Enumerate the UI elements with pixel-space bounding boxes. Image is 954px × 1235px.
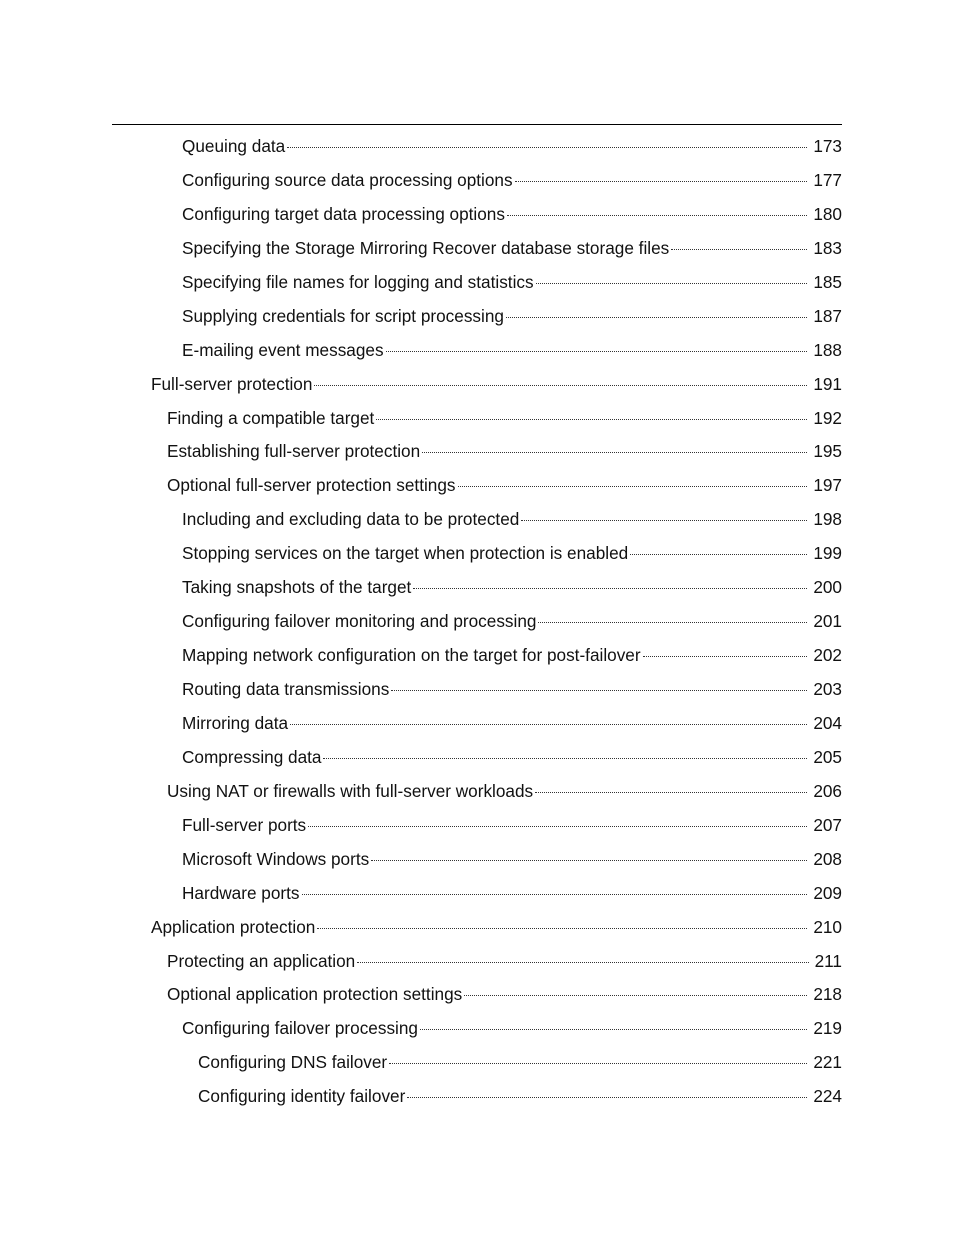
toc-entry[interactable] xyxy=(0,1011,842,1045)
header-rule xyxy=(112,124,842,125)
dot-leader xyxy=(521,520,807,521)
toc-entry-title: Hardware ports xyxy=(182,882,300,903)
toc-entry-title: Mapping network configuration on the target for post-failover xyxy=(182,645,641,666)
dot-leader xyxy=(422,452,807,453)
dot-leader xyxy=(536,283,808,284)
toc-entry[interactable] xyxy=(0,977,842,1011)
toc-entry-title: Configuring failover monitoring and processing xyxy=(182,611,537,632)
toc-entry-title: Full-server protection xyxy=(151,373,313,394)
toc-entry-page: 192 xyxy=(813,407,842,428)
toc-entry-title: Taking snapshots of the target xyxy=(182,577,412,598)
toc-entry-title: Including and excluding data to be protected xyxy=(182,509,520,530)
toc-entry-page: 210 xyxy=(813,916,842,937)
dot-leader xyxy=(376,419,807,420)
toc-entry[interactable] xyxy=(0,774,842,808)
toc-entry-title: Finding a compatible target xyxy=(167,407,375,428)
dot-leader xyxy=(302,894,808,895)
toc-entry-title: Routing data transmissions xyxy=(182,679,390,699)
toc-entry[interactable] xyxy=(0,401,842,435)
toc-entry-page: 224 xyxy=(813,1086,842,1107)
toc-entry-page: 195 xyxy=(813,441,842,462)
dot-leader xyxy=(538,622,807,623)
toc-entry-page: 177 xyxy=(813,169,842,190)
toc-entry[interactable] xyxy=(0,434,842,468)
toc-entry-page: 209 xyxy=(813,882,842,903)
toc-entry-page: 219 xyxy=(813,1018,842,1039)
toc-entry-page: 188 xyxy=(813,339,842,360)
toc-entry-title: Using NAT or firewalls with full-server workloads xyxy=(167,780,534,801)
toc-entry[interactable] xyxy=(0,842,842,876)
dot-leader xyxy=(630,554,807,555)
toc-entry-page: 201 xyxy=(813,611,842,632)
toc-entry-page: 205 xyxy=(813,746,842,767)
toc-entry[interactable] xyxy=(0,672,842,706)
toc-entry-title: Configuring DNS failover xyxy=(198,1052,388,1073)
dot-leader xyxy=(671,249,807,250)
toc-entry[interactable] xyxy=(0,944,842,978)
dot-leader xyxy=(464,995,807,996)
toc-entry[interactable] xyxy=(0,502,842,536)
toc-entry[interactable] xyxy=(0,570,842,604)
toc-entry-page: 221 xyxy=(813,1052,842,1073)
toc-entry[interactable] xyxy=(0,638,842,672)
toc-entry-title: Establishing full-server protection xyxy=(167,441,421,462)
toc-entry-title: Specifying the Storage Mirroring Recover database storage files xyxy=(182,237,670,258)
dot-leader xyxy=(391,690,807,691)
dot-leader xyxy=(420,1029,807,1030)
toc-entry-page: 206 xyxy=(813,780,842,801)
toc-entry-page: 183 xyxy=(813,237,842,258)
toc-entry-page: 191 xyxy=(813,373,842,394)
toc-entry[interactable] xyxy=(0,876,842,910)
toc-entry-title: Configuring identity failover xyxy=(198,1086,406,1107)
toc-entry[interactable] xyxy=(0,367,842,401)
toc-entry[interactable] xyxy=(0,333,842,367)
toc-entry-title: Compressing data xyxy=(182,746,322,767)
dot-leader xyxy=(643,656,808,657)
dot-leader xyxy=(515,181,808,182)
toc-entry-page: 185 xyxy=(813,271,842,292)
toc-entry-page: 187 xyxy=(813,305,842,326)
dot-leader xyxy=(357,962,808,963)
toc-entry-title: Configuring source data processing options xyxy=(182,169,513,190)
dot-leader xyxy=(386,351,808,352)
dot-leader xyxy=(323,758,807,759)
toc-entry[interactable] xyxy=(0,1079,842,1113)
dot-leader xyxy=(317,928,807,929)
toc-entry-title: Configuring target data processing options xyxy=(182,203,505,224)
dot-leader xyxy=(535,792,807,793)
dot-leader xyxy=(314,385,807,386)
toc-entry-title: Protecting an application xyxy=(167,950,356,971)
toc-entry[interactable] xyxy=(0,129,842,163)
toc-entry[interactable] xyxy=(0,265,842,299)
toc-entry[interactable] xyxy=(0,808,842,842)
toc-entry-title: Mirroring data xyxy=(182,712,289,733)
toc-entry[interactable] xyxy=(0,1045,842,1079)
toc-entry-page: 204 xyxy=(813,712,842,733)
toc-entry-title: Optional application protection settings xyxy=(167,984,463,1005)
toc-entry[interactable] xyxy=(0,163,842,197)
toc-entry-page: 211 xyxy=(814,950,842,971)
dot-leader xyxy=(308,826,807,827)
toc-entry-title: Optional full-server protection settings xyxy=(167,475,456,496)
toc-entry-title: Stopping services on the target when protection is enabled xyxy=(182,543,629,564)
toc-entry-page: 202 xyxy=(813,645,842,666)
dot-leader xyxy=(371,860,807,861)
toc-entry-page: 200 xyxy=(813,577,842,598)
toc-entry-page: 180 xyxy=(813,203,842,224)
toc-entry[interactable] xyxy=(0,706,842,740)
toc-entry-page: 173 xyxy=(813,136,842,156)
toc-entry-page: 218 xyxy=(813,984,842,1005)
dot-leader xyxy=(507,215,807,216)
toc-entry[interactable] xyxy=(0,604,842,638)
dot-leader xyxy=(389,1063,807,1064)
dot-leader xyxy=(407,1097,807,1098)
toc-entry-title: Full-server ports xyxy=(182,814,307,835)
toc-entry[interactable] xyxy=(0,468,842,502)
toc-entry-title: Queuing data xyxy=(182,136,286,156)
toc-entry[interactable] xyxy=(0,197,842,231)
toc-entry[interactable] xyxy=(0,231,842,265)
toc-entry-title: Specifying file names for logging and statistics xyxy=(182,271,534,292)
toc-entry[interactable] xyxy=(0,299,842,333)
toc-entry-page: 203 xyxy=(813,679,842,699)
toc-entry-page: 198 xyxy=(813,509,842,530)
toc-entry-title: Microsoft Windows ports xyxy=(182,848,370,869)
toc-entry-page: 207 xyxy=(813,814,842,835)
dot-leader xyxy=(290,724,807,725)
toc-entry[interactable] xyxy=(0,740,842,774)
toc-entry-page: 208 xyxy=(813,848,842,869)
toc-entry-title: Application protection xyxy=(151,916,316,937)
dot-leader xyxy=(506,317,807,318)
dot-leader xyxy=(413,588,807,589)
table-of-contents xyxy=(0,129,954,1113)
toc-entry-page: 197 xyxy=(813,475,842,496)
toc-entry-title: Configuring failover processing xyxy=(182,1018,418,1039)
toc-entry[interactable] xyxy=(0,536,842,570)
toc-entry[interactable] xyxy=(0,910,842,944)
dot-leader xyxy=(458,486,808,487)
dot-leader xyxy=(287,147,807,148)
toc-entry-title: E-mailing event messages xyxy=(182,339,384,360)
toc-entry-page: 199 xyxy=(813,543,842,564)
toc-entry-title: Supplying credentials for script processing xyxy=(182,305,504,326)
